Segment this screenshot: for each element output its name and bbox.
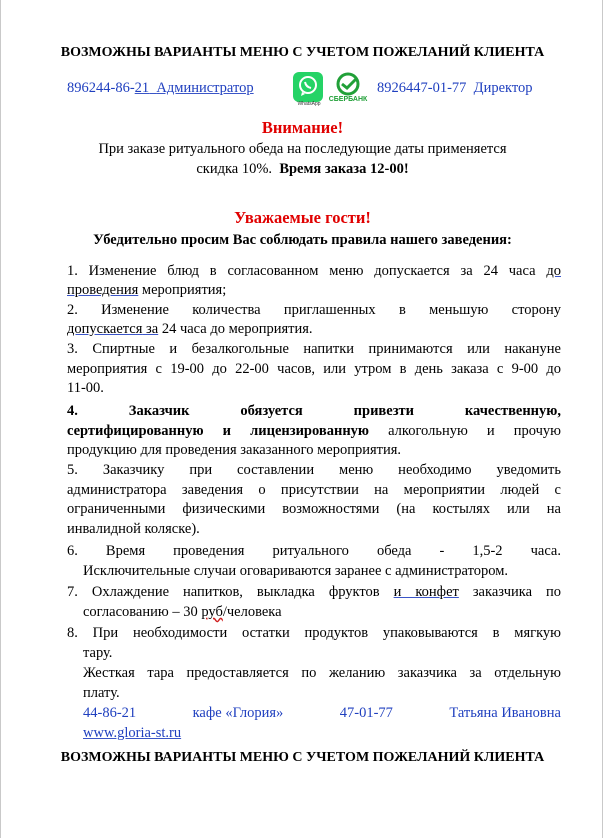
bottom-contacts	[83, 704, 561, 724]
rule-3-line-1: 3. Спиртные и безалкогольные напитки принимаются или накануне	[67, 341, 561, 357]
footer-title: ВОЗМОЖНЫ ВАРИАНТЫ МЕНЮ С УЧЕТОМ ПОЖЕЛАНИЙ КЛИЕНТА	[60, 750, 545, 765]
notice-discount: скидка 10%.	[196, 161, 273, 177]
rule-7-line-2: согласованию – 30 руб/человека	[83, 604, 282, 620]
sberbank-label: СБЕРБАНК	[328, 96, 368, 103]
rule-2-line-1: 2. Изменение количества приглашенных в меньшую сторону	[67, 302, 561, 318]
guests-heading: Уважаемые гости!	[234, 208, 371, 227]
rule-5-line-4: инвалидной коляске).	[67, 521, 200, 537]
rule-3-line-3: 11-00.	[67, 380, 104, 396]
rule-4-line-1: 4. Заказчик обязуется привезти качественную,	[67, 403, 561, 419]
admin-label: Администратор	[156, 80, 254, 96]
rule-5-line-1: 5. Заказчику при составлении меню необходимо уведомить	[67, 462, 561, 478]
director-label: Директор	[473, 80, 533, 96]
site-link[interactable]: www.gloria-st.ru	[83, 725, 182, 741]
bottom-person: Татьяна Ивановна	[449, 705, 561, 721]
rule-6-line-2: Исключительные случаи оговариваются заранее с администратором.	[83, 563, 509, 579]
rule-5-line-3: ограниченными физическими возможностями (на костылях или на	[67, 501, 561, 517]
rule-8-line-2: тару.	[83, 645, 113, 661]
rule-2-line-2: допускается за 24 часа до мероприятия.	[67, 321, 313, 337]
rule-8-line-3: Жесткая тара предоставляется по желанию заказчика за отдельную	[83, 665, 561, 681]
admin-phone-b: 21	[134, 80, 150, 96]
whatsapp-icon[interactable]	[293, 72, 323, 102]
bottom-cafe: кафе «Глория»	[192, 705, 284, 721]
director-contact[interactable]	[377, 80, 533, 97]
rule-4-line-3: продукцию для проведения заказанного мероприятия.	[67, 442, 402, 458]
rule-5-line-2: администратора заведения о присутствии на мероприятии людей с	[67, 482, 561, 498]
site-link-row	[83, 724, 561, 744]
bottom-phone-1[interactable]: 44-86-21	[83, 705, 137, 721]
notice-order-time: Время заказа 12-00!	[279, 161, 409, 177]
admin-contact[interactable]	[67, 80, 254, 97]
bottom-phone-2[interactable]: 47-01-77	[339, 705, 393, 721]
notice-line-2	[1, 161, 603, 178]
rule-8-line-4: плату.	[83, 685, 120, 701]
rule-4-line-2: сертифицированную и лицензированную алкогольную и прочую	[67, 423, 561, 439]
notice-line-1: При заказе ритуального обеда на последующие даты применяется	[98, 141, 507, 157]
document-title: ВОЗМОЖНЫ ВАРИАНТЫ МЕНЮ С УЧЕТОМ ПОЖЕЛАНИЙ КЛИЕНТА	[60, 45, 545, 60]
rule-8-line-1: 8. При необходимости остатки продуктов упаковываются в мягкую	[67, 625, 561, 641]
guests-subheading: Убедительно просим Вас соблюдать правила нашего заведения:	[93, 232, 512, 248]
whatsapp-label: WhatsApp	[297, 101, 321, 107]
admin-phone-a: 896244-86-	[67, 80, 135, 96]
director-phone: 8926447-01-77	[377, 80, 467, 96]
rule-7-line-1: 7. Охлаждение напитков, выкладка фруктов и конфет заказчика по	[67, 584, 561, 600]
rule-6-line-1: 6. Время проведения ритуального обеда - 1,5-2 часа.	[67, 543, 561, 559]
notice-heading: Внимание!	[261, 118, 344, 137]
rule-1-line-2: проведения мероприятия;	[67, 282, 227, 298]
rule-1-line-1: 1. Изменение блюд в согласованном меню допускается за 24 часа до	[67, 263, 561, 279]
rule-3-line-2: мероприятия с 19-00 до 22-00 часов, или утром в день заказа с 9-00 до	[67, 361, 561, 377]
